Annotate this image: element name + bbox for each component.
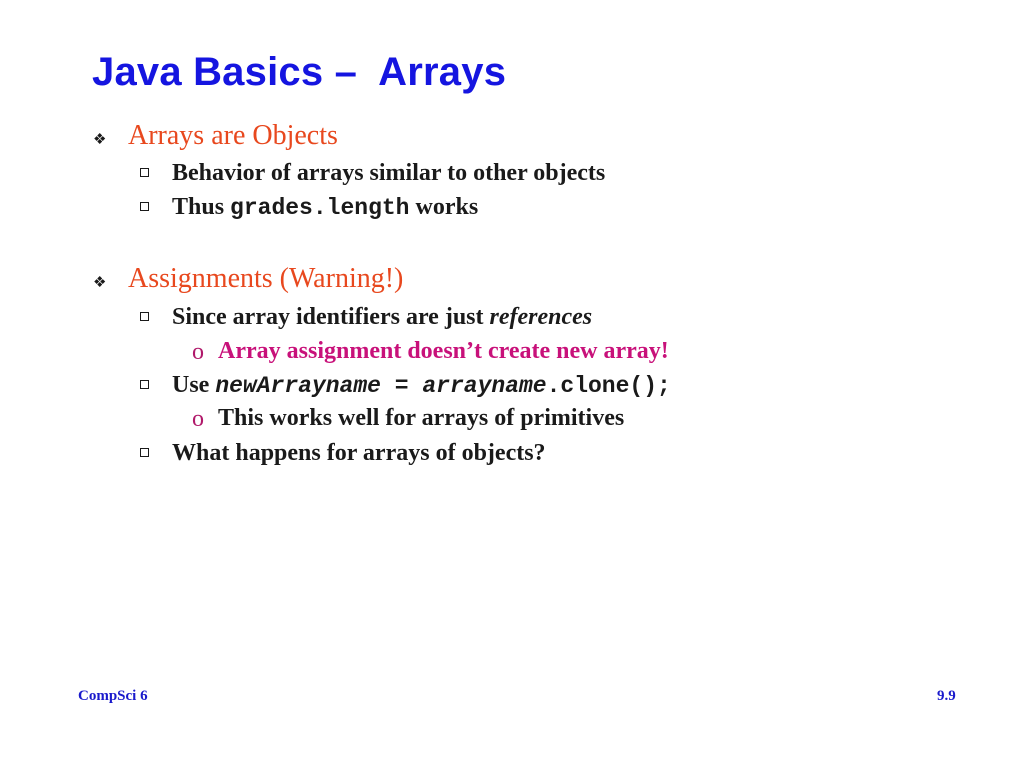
- slide-number: 9.9: [937, 688, 956, 704]
- square-bullet-icon: [140, 380, 149, 389]
- item-prefix: Since array identifiers are just: [172, 304, 490, 330]
- square-bullet-icon: [140, 448, 149, 457]
- code-snippet: .clone();: [546, 373, 671, 399]
- italic-word: references: [489, 304, 593, 330]
- item-prefix: Use: [172, 372, 216, 398]
- square-bullet-icon: [140, 312, 149, 321]
- circle-bullet-icon: o: [192, 339, 204, 365]
- square-bullet-icon: [140, 168, 149, 177]
- circle-bullet-icon: o: [192, 406, 204, 432]
- item-suffix: works: [409, 194, 479, 220]
- item-text: Behavior of arrays similar to other objects: [172, 160, 606, 186]
- section-heading: Arrays are Objects: [128, 120, 338, 151]
- code-italic-snippet: newArrayname = arrayname: [215, 373, 547, 399]
- item-text: What happens for arrays of objects?: [172, 440, 546, 466]
- sub-item-text: This works well for arrays of primitives: [218, 405, 625, 431]
- diamond-bullet-icon: ❖: [93, 132, 107, 148]
- code-snippet: grades.length: [230, 195, 410, 221]
- diamond-bullet-icon: ❖: [93, 275, 107, 291]
- item-prefix: Thus: [172, 194, 231, 220]
- footer-course: CompSci 6: [78, 688, 148, 704]
- slide-title: Java Basics – Arrays: [92, 50, 507, 94]
- section-heading: Assignments (Warning!): [128, 263, 404, 294]
- sub-item-text: Array assignment doesn’t create new array!: [218, 338, 669, 364]
- square-bullet-icon: [140, 202, 149, 211]
